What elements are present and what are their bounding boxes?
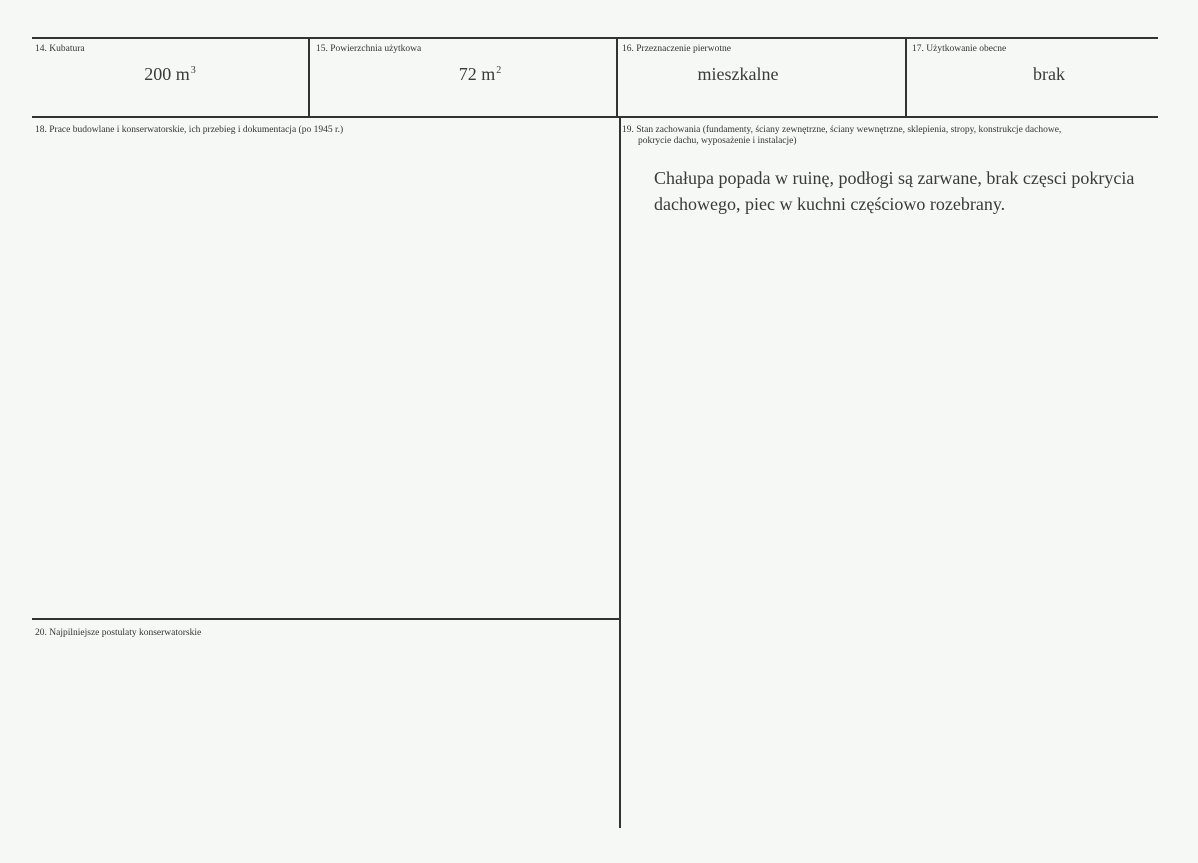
top-rule: [32, 37, 1158, 39]
field-15-value: 72 $m^2$: [458, 64, 502, 84]
field-19-value: Chałupa popada w ruinę, podłogi są zarwane, brak częsci pokrycia dachowego, piec w kuchni częściowo rozebrany.: [654, 168, 1135, 214]
field-14-value: 200 $m^3$: [144, 64, 196, 84]
field-18-label: 18. Prace budowlane i konserwatorskie, ich przebieg i dokumentacja (po 1945 r.): [35, 125, 344, 135]
center-divider: [619, 116, 621, 828]
field-19-label-line1: 19. Stan zachowania (fundamenty, ściany zewnętrzne, ściany wewnętrzne, sklepienia, stropy, konstrukcje dachowe,: [622, 125, 1062, 135]
field-17-value: brak: [1033, 64, 1065, 84]
field-16-label: 16. Przeznaczenie pierwotne: [622, 44, 731, 54]
field-19-label: [622, 125, 1152, 147]
row-divider: [32, 116, 1158, 118]
field-15-label: 15. Powierzchnia użytkowa: [316, 44, 422, 54]
field-19-label-line2: pokrycie dachu, wyposażenie i instalacje): [638, 136, 797, 146]
field-20-label: 20. Najpilniejsze postulaty konserwatorskie: [35, 628, 202, 638]
field-17-label: 17. Użytkowanie obecne: [912, 44, 1007, 54]
field-14-label: 14. Kubatura: [35, 44, 85, 54]
section-divider-20: [32, 618, 620, 620]
field-16-value: mieszkalne: [697, 64, 779, 84]
